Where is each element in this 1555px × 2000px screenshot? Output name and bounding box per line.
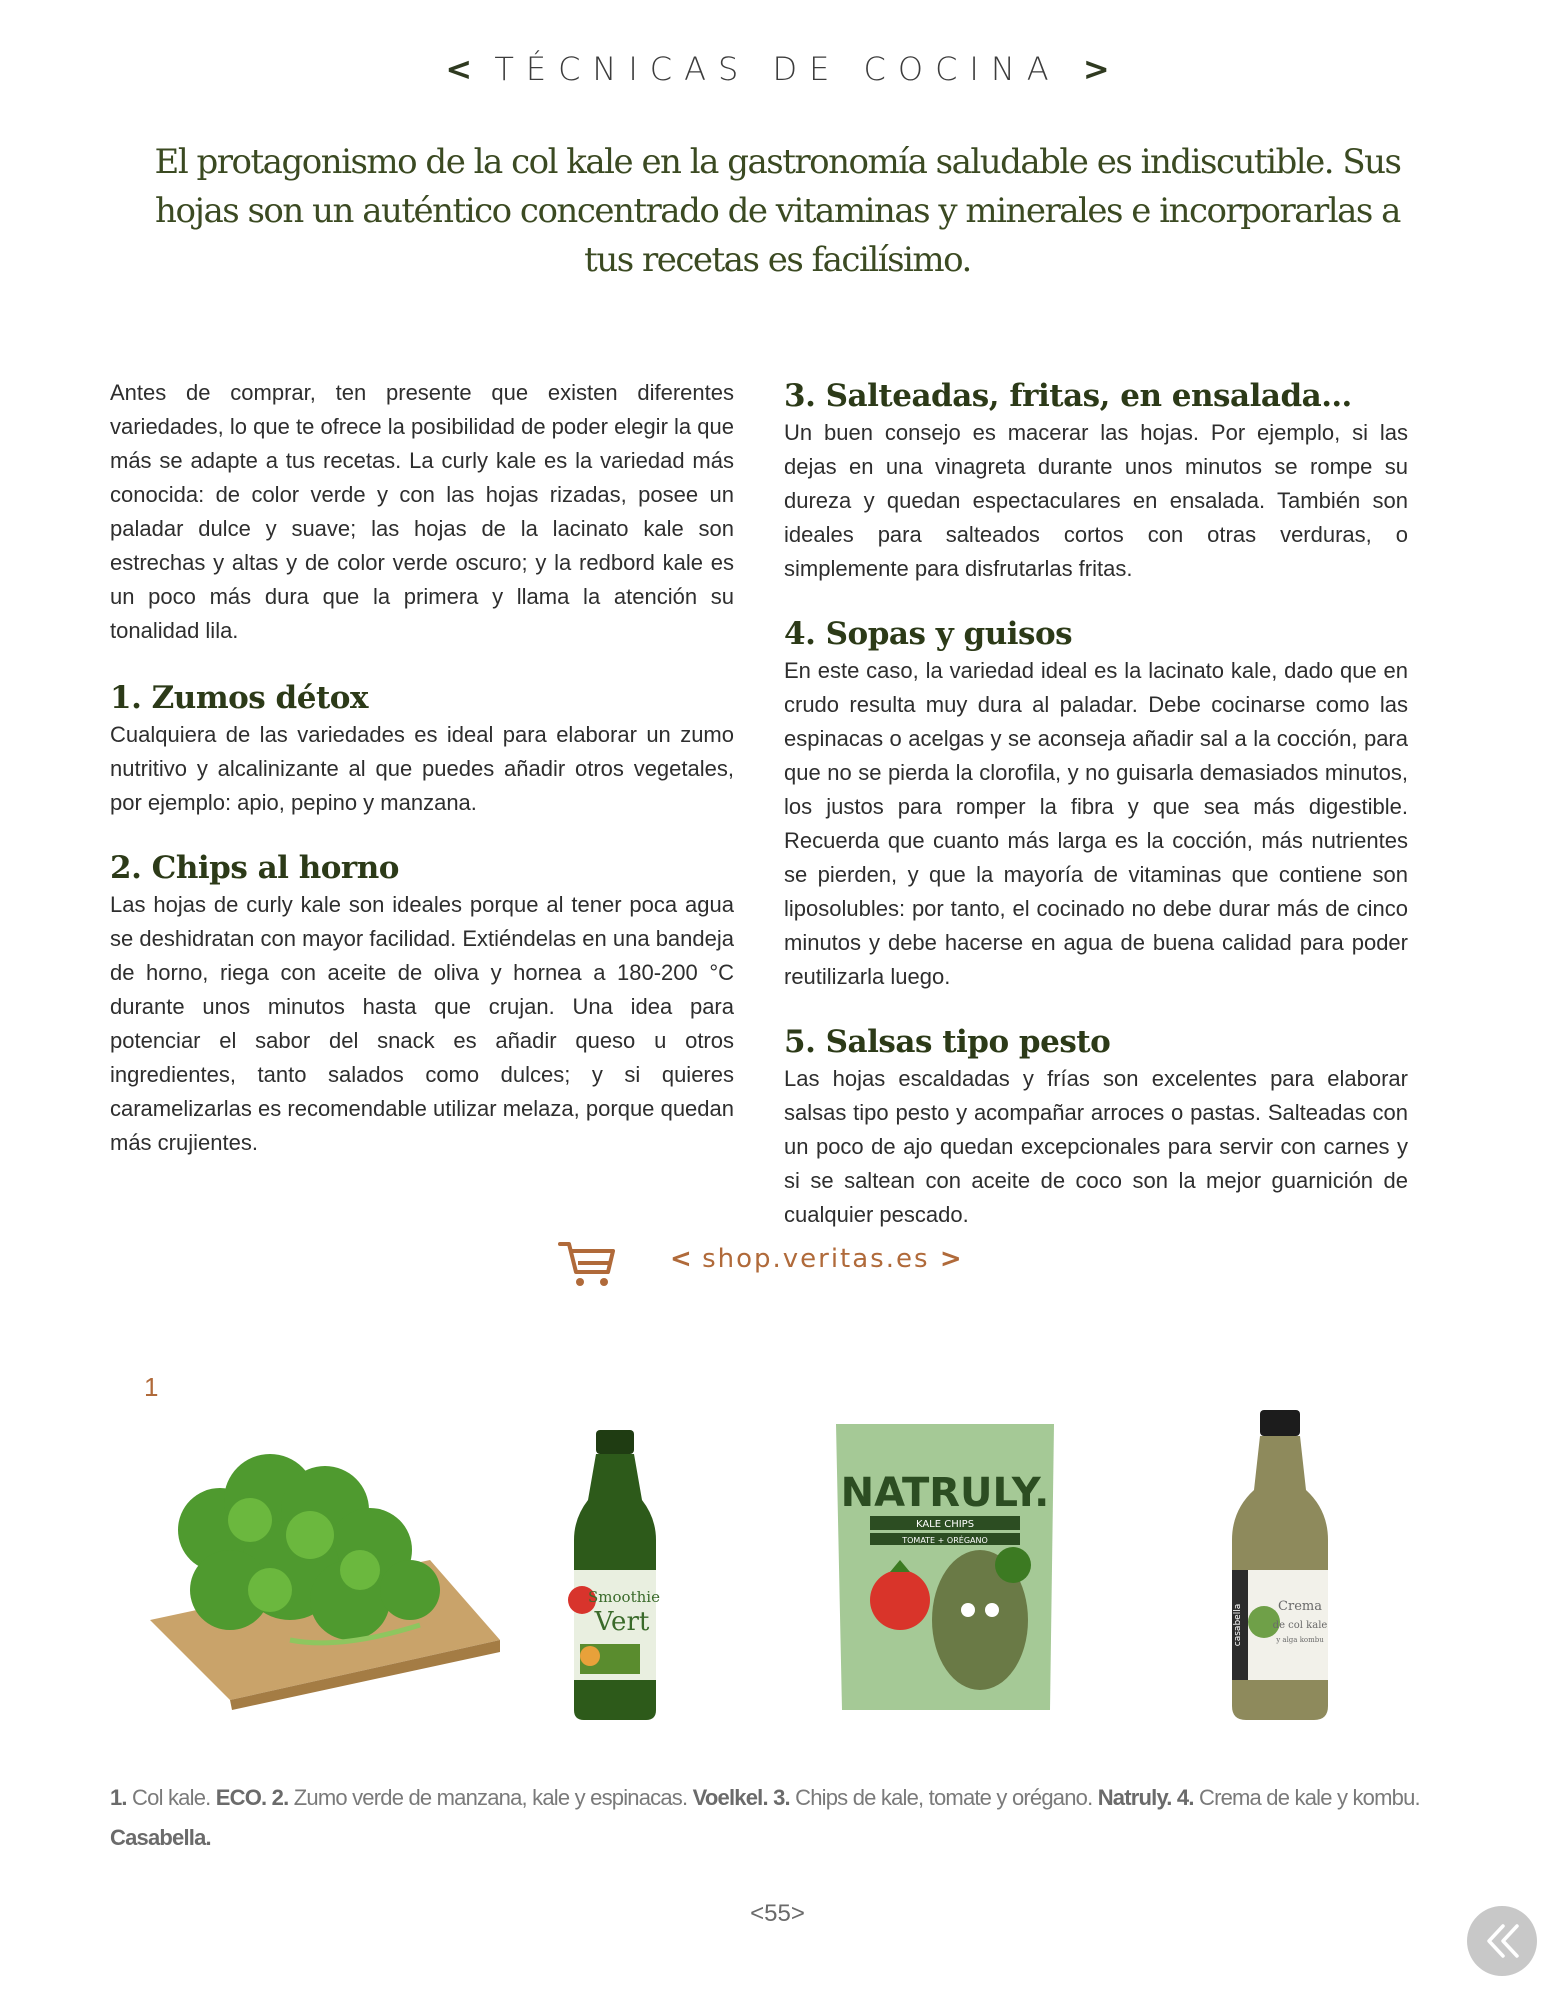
section-header: [0, 50, 1555, 88]
page-bracket-open: <: [750, 1900, 765, 1927]
shop-bracket-open: <: [670, 1244, 692, 1274]
caption-num-4: 4.: [1171, 1785, 1194, 1810]
products-marker: 1: [144, 1372, 159, 1402]
product-strip: [120, 1400, 1450, 1730]
caption-text-1: Col kale.: [126, 1785, 216, 1810]
section-heading-zumos: 1. Zumos détox: [110, 680, 368, 716]
shop-url: shop.veritas.es: [702, 1244, 930, 1274]
caption-brand-1: ECO.: [215, 1785, 267, 1810]
shop-url-link[interactable]: [670, 1244, 962, 1274]
caption-num-2: 2.: [266, 1785, 289, 1810]
natruly-sub-label-1: KALE CHIPS: [915, 1519, 975, 1530]
section-heading-salteadas: 3. Salteadas, fritas, en ensalada…: [784, 378, 1352, 414]
crema-label-line2: de col kale: [1272, 1620, 1328, 1631]
caption-brand-4: Casabella.: [110, 1825, 211, 1850]
section-body-chips: Las hojas de curly kale son ideales porque al tener poca agua se deshidratan con mayor facilidad. Extiéndelas en una bandeja de horno, riega con aceite de oliva y hornea a 180-200 °C durante unos minutos hasta que crujan. Una idea para potenciar el sabor del snack es añadir queso u otros ingredientes, tanto salados como dulces; y si quieres caramelizarlas es recomendable utilizar melaza, porque quedan más crujientes.: [110, 892, 734, 1155]
double-chevron-left-icon: [1467, 1906, 1537, 1976]
cart-icon: [558, 1238, 616, 1288]
lead-paragraph: El protagonismo de la col kale en la gastronomía saludable es indiscutible. Sus hojas son un auténtico concentrado de vitaminas y minerales e incorporarlas a tus recetas es facilísimo.: [154, 142, 1401, 280]
caption-num-1: 1.: [110, 1785, 127, 1810]
section-heading-sopas: 4. Sopas y guisos: [784, 616, 1073, 652]
left-column: [110, 376, 734, 1160]
page-number-value: 55: [764, 1900, 791, 1927]
smoothie-label-line1: Smoothie: [588, 1588, 660, 1606]
section-body-zumos: Cualquiera de las variedades es ideal para elaborar un zumo nutritivo y alcalinizante al que puedes añadir otros vegetales, por ejemplo: apio, pepino y manzana.: [110, 722, 734, 815]
crema-label-line3: y alga kombu: [1276, 1636, 1324, 1644]
caption-brand-3: Natruly.: [1097, 1785, 1172, 1810]
caption-text-2: Zumo verde de manzana, kale y espinacas.: [288, 1785, 693, 1810]
kale-product-image: [140, 1440, 500, 1710]
page-bracket-close: >: [790, 1900, 805, 1927]
caption-text-3: Chips de kale, tomate y orégano.: [789, 1785, 1098, 1810]
section-heading-chips: 2. Chips al horno: [110, 850, 399, 886]
caption-text-4: Crema de kale y kombu.: [1193, 1785, 1420, 1810]
back-button[interactable]: [1467, 1906, 1537, 1976]
section-body-salsas: Las hojas escaldadas y frías son excelentes para elaborar salsas tipo pesto y acompañar arroces o pastas. Salteadas con un poco de ajo quedan excepcionales para servir con carnes y si se saltean con aceite de coco son la mejor guarnición de cualquier pescado.: [784, 1066, 1408, 1227]
page-number: [0, 1900, 1555, 1928]
caption-num-3: 3.: [767, 1785, 790, 1810]
natruly-sub-label-2: TOMATE + ORÉGANO: [902, 1536, 988, 1545]
section-heading-salsas: 5. Salsas tipo pesto: [784, 1024, 1111, 1060]
smoothie-label-line2: Vert: [594, 1607, 650, 1637]
product-caption: [110, 1778, 1450, 1858]
shop-link-row[interactable]: [0, 1238, 1555, 1288]
caption-brand-2: Voelkel.: [692, 1785, 768, 1810]
section-bracket-open: <: [445, 50, 473, 88]
crema-label-line1: Crema: [1278, 1599, 1322, 1614]
right-column: [784, 376, 1408, 1232]
smoothie-bottle-image: [560, 1430, 670, 1720]
section-bracket-close: >: [1082, 50, 1110, 88]
section-title: TÉCNICAS DE COCINA: [494, 50, 1061, 88]
crema-bottle-image: [1220, 1410, 1340, 1720]
intro-paragraph: Antes de comprar, ten presente que existen diferentes variedades, lo que te ofrece la posibilidad de poder elegir la que más se adapte a tus recetas. La curly kale es la variedad más conocida: de color verde y con las hojas rizadas, posee un paladar dulce y suave; las hojas de la lacinato kale son estrechas y altas y de color verde oscuro; y la redbord kale es un poco más dura que la primera y llama la atención su tonalidad lila.: [110, 380, 734, 643]
section-body-sopas: En este caso, la variedad ideal es la lacinato kale, dado que en crudo resulta muy dura al paladar. Debe cocinarse como las espinacas o acelgas y se aconseja añadir sal a la cocción, para que no se pierda la clorofila, y no guisarla demasiados minutos, los justos para romper la fibra y que sea más digestible. Recuerda que cuanto más larga es la cocción, más nutrientes se pierden, y que la mayoría de vitaminas que contiene son liposolubles: por tanto, el cocinado no debe durar más de cinco minutos y debe hacerse en agua de buena calidad para poder reutilizarla luego.: [784, 658, 1408, 989]
natruly-chips-bag-image: [830, 1420, 1060, 1720]
section-body-salteadas: Un buen consejo es macerar las hojas. Por ejemplo, si las dejas en una vinagreta durante unos minutos se rompe su dureza y quedan espectaculares en ensalada. También son ideales para salteados cortos con otras verduras, o simplemente para disfrutarlas fritas.: [784, 420, 1408, 581]
casabella-brand-label: casabella: [1233, 1603, 1243, 1647]
shop-bracket-close: >: [939, 1244, 962, 1274]
natruly-brand-label: NATRULY.: [840, 1470, 1050, 1516]
